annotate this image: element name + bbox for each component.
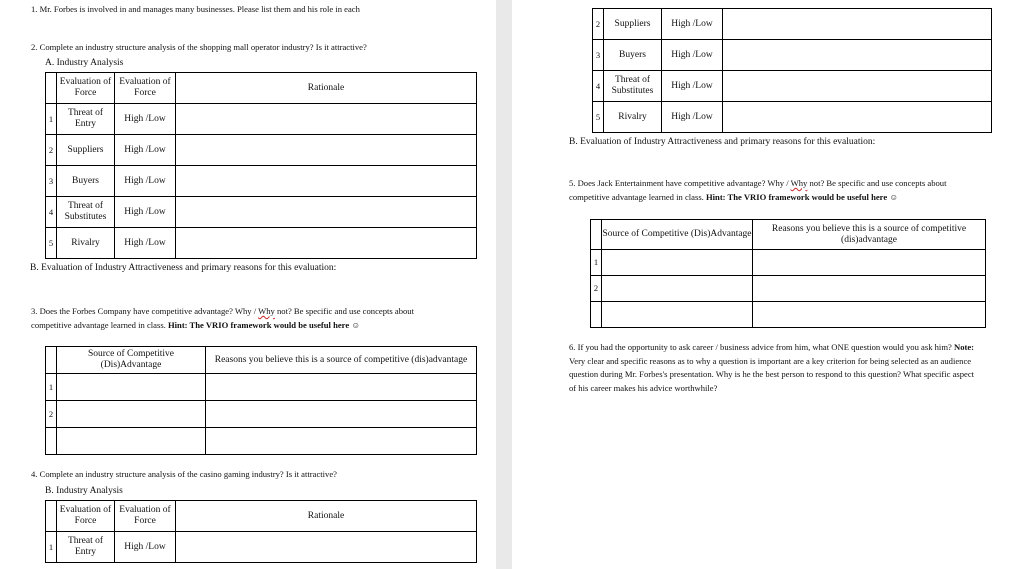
- force-name: Suppliers: [57, 135, 115, 166]
- table-row: [593, 71, 992, 102]
- question-3: [31, 305, 441, 332]
- header-source: Source of Competitive (Dis)Advantage: [57, 347, 206, 374]
- header-force: Evaluation of Force: [57, 73, 115, 104]
- rationale-cell[interactable]: [723, 102, 992, 133]
- source-cell[interactable]: [602, 302, 753, 328]
- table-row: [46, 135, 477, 166]
- section-b-heading: B. Evaluation of Industry Attractiveness and primary reasons for this evaluation:: [30, 263, 337, 273]
- row-blank: [46, 428, 57, 455]
- reasons-cell[interactable]: [753, 276, 986, 302]
- section-b-heading: B. Evaluation of Industry Attractiveness and primary reasons for this evaluation:: [569, 137, 876, 147]
- row-number: 2: [46, 401, 57, 428]
- row-number: 3: [46, 166, 57, 197]
- force-evaluation[interactable]: High /Low: [115, 166, 176, 197]
- question-5-hint: Hint: The VRIO framework would be useful here ☺: [705, 191, 899, 202]
- header-rationale: Rationale: [176, 73, 477, 104]
- force-name: Rivalry: [57, 228, 115, 259]
- header-blank: [46, 73, 57, 104]
- row-number: 2: [593, 9, 604, 40]
- reasons-cell[interactable]: [206, 428, 477, 455]
- header-reasons: Reasons you believe this is a source of competitive (dis)advantage: [753, 220, 986, 250]
- header-rationale: Rationale: [176, 501, 477, 532]
- row-number: 1: [46, 374, 57, 401]
- table-row: [46, 197, 477, 228]
- question-1: 1. Mr. Forbes is involved in and manages many businesses. Please list them and his role in each: [31, 4, 360, 14]
- row-number: 1: [46, 104, 57, 135]
- table-row: [46, 228, 477, 259]
- industry-analysis-table-2: [45, 500, 477, 563]
- row-number: 3: [593, 40, 604, 71]
- row-number: 4: [46, 197, 57, 228]
- section-b-industry-heading: B. Industry Analysis: [45, 486, 123, 496]
- source-cell[interactable]: [57, 428, 206, 455]
- table-row: [46, 532, 477, 563]
- table-row: [593, 40, 992, 71]
- header-blank: [46, 347, 57, 374]
- header-source: Source of Competitive (Dis)Advantage: [602, 220, 753, 250]
- page-right: [512, 0, 1024, 569]
- header-blank: [591, 220, 602, 250]
- row-blank: [591, 302, 602, 328]
- rationale-cell[interactable]: [176, 135, 477, 166]
- rationale-cell[interactable]: [723, 71, 992, 102]
- reasons-cell[interactable]: [753, 302, 986, 328]
- competitive-advantage-table-1: [45, 346, 477, 455]
- force-evaluation[interactable]: High /Low: [662, 102, 723, 133]
- rationale-cell[interactable]: [176, 166, 477, 197]
- rationale-cell[interactable]: [176, 104, 477, 135]
- force-evaluation[interactable]: High /Low: [662, 71, 723, 102]
- force-evaluation[interactable]: High /Low: [662, 40, 723, 71]
- force-evaluation[interactable]: High /Low: [115, 532, 176, 563]
- row-number: 5: [593, 102, 604, 133]
- table-row: [46, 374, 477, 401]
- question-3-hint: Hint: The VRIO framework would be useful here ☺: [167, 319, 361, 330]
- force-evaluation[interactable]: High /Low: [115, 228, 176, 259]
- force-name: Threat of Substitutes: [57, 197, 115, 228]
- reasons-cell[interactable]: [206, 374, 477, 401]
- question-5-prefix: 5. Does Jack Entertainment have competitive advantage? Why /: [569, 178, 791, 188]
- header-force: Evaluation of Force: [57, 501, 115, 532]
- section-a-heading: A. Industry Analysis: [45, 58, 124, 68]
- question-3-why: Why: [258, 306, 275, 316]
- rationale-cell[interactable]: [176, 532, 477, 563]
- force-evaluation[interactable]: High /Low: [115, 135, 176, 166]
- page-left: [0, 0, 496, 569]
- table-row: [46, 104, 477, 135]
- reasons-cell[interactable]: [206, 401, 477, 428]
- competitive-advantage-table-2: [590, 219, 986, 328]
- force-name: Threat of Substitutes: [604, 71, 662, 102]
- question-4: 4. Complete an industry structure analysis of the casino gaming industry? Is it attractive?: [31, 469, 337, 479]
- table-row: [593, 9, 992, 40]
- force-evaluation[interactable]: High /Low: [662, 9, 723, 40]
- table-row: [593, 102, 992, 133]
- question-6-note-label: Note:: [953, 342, 975, 352]
- force-evaluation[interactable]: High /Low: [115, 197, 176, 228]
- question-3-prefix: 3. Does the Forbes Company have competitive advantage? Why /: [31, 306, 259, 316]
- rationale-cell[interactable]: [176, 228, 477, 259]
- header-reasons: Reasons you believe this is a source of competitive (dis)advantage: [206, 347, 477, 374]
- reasons-cell[interactable]: [753, 250, 986, 276]
- table-row: [591, 250, 986, 276]
- row-number: 2: [591, 276, 602, 302]
- force-name: Buyers: [57, 166, 115, 197]
- question-5-middle: not? Be specific and use concepts about competitive advantage learned in class.: [569, 178, 947, 202]
- question-5-why: Why: [790, 178, 808, 188]
- table-row: [591, 276, 986, 302]
- question-6-rest: Very clear and specific reasons as to why a question is important are a key criterion for being selected as an audience question during Mr. Forbes's presentation. Why is he the best person to respond to this question? What specific aspect of his career makes his advice worthwhile?: [569, 355, 975, 393]
- force-name: Threat of Entry: [57, 532, 115, 563]
- row-number: 1: [591, 250, 602, 276]
- force-evaluation[interactable]: High /Low: [115, 104, 176, 135]
- table-row: [46, 401, 477, 428]
- force-name: Suppliers: [604, 9, 662, 40]
- question-5: [569, 177, 977, 204]
- table-row: [591, 302, 986, 328]
- question-6-prefix: 6. If you had the opportunity to ask career / business advice from him, what ONE question would you ask him?: [569, 342, 954, 352]
- row-number: 4: [593, 71, 604, 102]
- question-3-middle: not? Be specific and use concepts about competitive advantage learned in class.: [31, 306, 414, 330]
- table-row: [46, 428, 477, 455]
- rationale-cell[interactable]: [176, 197, 477, 228]
- source-cell[interactable]: [602, 276, 753, 302]
- row-number: 2: [46, 135, 57, 166]
- header-blank: [46, 501, 57, 532]
- force-name: Threat of Entry: [57, 104, 115, 135]
- rationale-cell[interactable]: [723, 40, 992, 71]
- row-number: 1: [46, 532, 57, 563]
- source-cell[interactable]: [57, 401, 206, 428]
- source-cell[interactable]: [602, 250, 753, 276]
- row-number: 5: [46, 228, 57, 259]
- rationale-cell[interactable]: [723, 9, 992, 40]
- table-row: [46, 166, 477, 197]
- force-name: Rivalry: [604, 102, 662, 133]
- header-evaluation: Evaluation of Force: [115, 501, 176, 532]
- industry-analysis-table-2-continued: [592, 8, 992, 133]
- source-cell[interactable]: [57, 374, 206, 401]
- industry-analysis-table-1: [45, 72, 477, 259]
- header-evaluation: Evaluation of Force: [115, 73, 176, 104]
- force-name: Buyers: [604, 40, 662, 71]
- question-2: 2. Complete an industry structure analysis of the shopping mall operator industry? Is it attractive?: [31, 42, 367, 52]
- question-6: [569, 341, 977, 395]
